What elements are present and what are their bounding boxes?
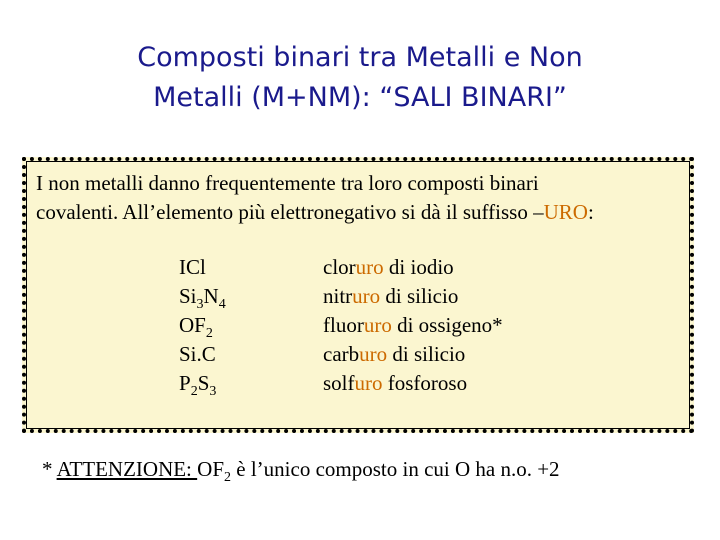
formula-si3n4: $Si_3N_4$ xyxy=(179,284,226,312)
suffix-uro: URO xyxy=(543,200,588,224)
intro-line-1: I non metalli danno frequentemente tra loro composti binari xyxy=(36,171,539,195)
footnote: * ATTENZIONE: $OF_2$ è l’unico composto in cui O ha n.o. +2 xyxy=(42,457,560,485)
intro-line-2-text: covalenti. All’elemento più elettronegativo si dà il suffisso – xyxy=(36,200,544,224)
formula-list xyxy=(179,253,226,398)
title-line-1: Composti binari tra Metalli e Non xyxy=(137,42,583,73)
name-carburo: carburo di silicio xyxy=(323,342,466,366)
formula-icl: ICl xyxy=(179,255,206,279)
content-box xyxy=(22,157,694,433)
slide-title xyxy=(0,38,720,118)
intro-line-2 xyxy=(36,198,696,227)
name-fluoruro: fluoruro di ossigeno* xyxy=(323,313,503,337)
formula-p2s3: $P_2S_3$ xyxy=(179,371,217,399)
attention-label: ATTENZIONE: xyxy=(56,457,198,481)
formula-sic: Si.C xyxy=(179,342,216,366)
name-nitruro: nitruro di silicio xyxy=(323,284,459,308)
title-line-2: Metalli (M+NM): “SALI BINARI” xyxy=(153,82,567,113)
intro-text xyxy=(36,169,696,227)
intro-line-2-colon: : xyxy=(587,200,594,224)
name-cloruro: cloruro di iodio xyxy=(323,255,454,279)
formula-of2: $OF_2$ xyxy=(179,313,213,341)
name-solfuro: solfuro fosforoso xyxy=(323,371,468,395)
name-list xyxy=(323,253,503,398)
